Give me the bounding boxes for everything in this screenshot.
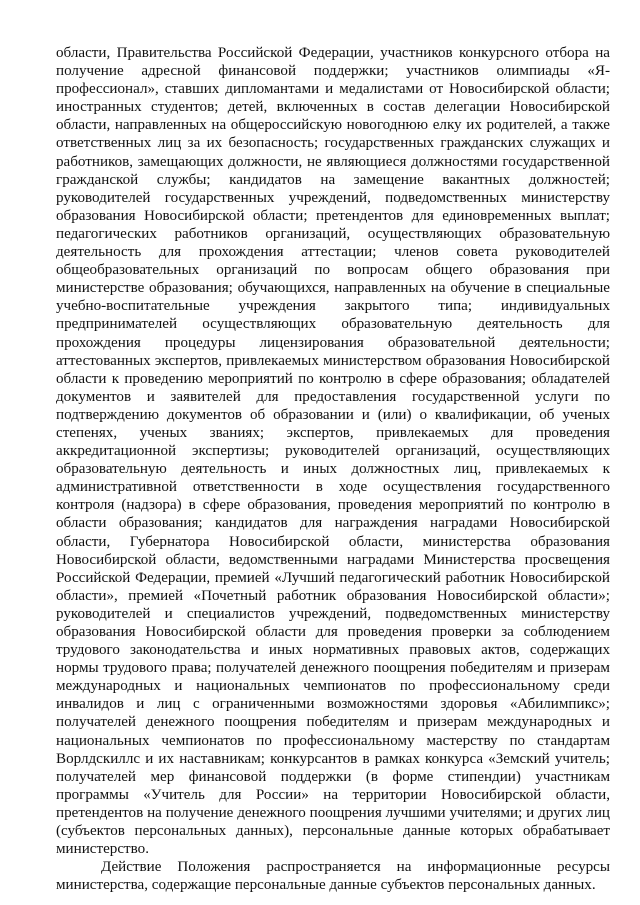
paragraph-subjects-list: области, Правительства Российской Федерации, участников конкурсного отбора на получение адресной финансовой поддержки; участников олимпиады «Я-профессионал», ставших дипломантами и медалистами от Новосибирской области; иностранных студентов; детей, включенных в состав делегации Новосибирской области, направленных на общероссийскую новогоднюю елку их родителей, а также ответственных лиц за их безопасность; государственных гражданских служащих и работников, замещающих должности, не являющиеся должностями государственной гражданской службы; кандидатов на замещение вакантных должностей; руководителей государственных учреждений, подведомственных министерству образования Новосибирской области; претендентов для единовременных выплат; педагогических работников организаций, осуществляющих образовательную деятельность для прохождения аттестации; членов совета руководителей общеобразовательных организаций по вопросам общего образования при министерстве образования; обучающихся, направленных на обучение в специальные учебно-воспитательные учреждения закрытого типа; индивидуальных предпринимателей осуществляющих образовательную деятельность для прохождения процедуры лицензирования образовательной деятельности; аттестованных экспертов, привлекаемых министерством образования Новосибирской области к проведению мероприятий по контролю в сфере образования; обладателей документов и заявителей для предоставления государственной услуги по подтверждению документов об образовании и (или) о квалификации, об ученых степенях, ученых званиях; экспертов, привлекаемых для проведения аккредитационной экспертизы; руководителей организаций, осуществляющих образовательную деятельность и иных должностных лиц, привлекаемых к административной ответственности в ходе осуществления государственного контроля (надзора) в сфере образования, проведения мероприятий по контролю в области образования; кандидатов для награждения наградами Новосибирской области, Губернатора Новосибирской области, министерства образования Новосибирской области, ведомственными наградами Министерства просвещения Российской Федерации, премией «Лучший педагогический работник Новосибирской области», премией «Почетный работник образования Новосибирской области»; руководителей и специалистов учреждений, подведомственных министерству образования Новосибирской области для проведения проверки за соблюдением трудового законодательства и иных нормативных правовых актов, содержащих нормы трудового права; получателей денежного поощрения победителям и призерам международных и национальных чемпионатов по профессиональному среди инвалидов и лиц с ограниченными возможностями здоровья «Абилимпикс»; получателей денежного поощрения победителям и призерам международных и национальных чемпионатов по профессиональному мастерству по стандартам Ворлдскиллс и их наставникам; конкурсантов в рамках конкурса «Земский учитель; получателей мер финансовой поддержки (в форме стипендии) участникам программы «Учитель для России» на территории Новосибирской области, претендентов на получение денежного поощрения лучшими учителями; и других лиц (субъектов персональных данных), персональные данные которых обрабатывает министерство. — [56, 45, 610, 858]
document-page — [56, 44, 610, 894]
paragraph-scope: Действие Положения распространяется на информационные ресурсы министерства, содержащие персональные данные субъектов персональных данных. — [56, 859, 610, 894]
